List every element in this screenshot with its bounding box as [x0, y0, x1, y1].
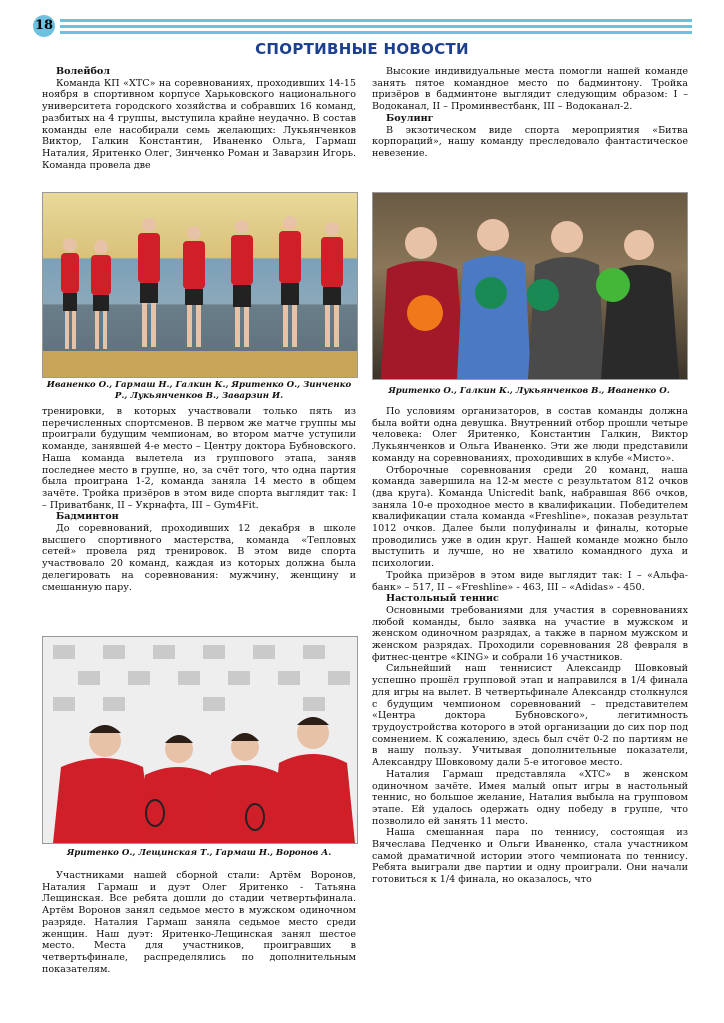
badminton-paragraph: До соревнований, проходивших 12 декабря в школе высшего спортивного мастерства, команда «Тепловых сетей» провела ряд тренировок. В этом виде спорта участвовало 20 команд, каждая из которых должна была делегировать на соревнования: мужчину, женщину и смешанную пару. [42, 523, 356, 593]
bowling-paragraph: По условиям организаторов, в состав команды должна была войти одна девушка. Внутренний отбор прошли четыре человека: Олег Яритенко, Константин Галкин, Виктор Лукьянченков и Ольга Иваненко. Эти же люди представили команду на соревнованиях, проходивших в клубе «Мисто». [372, 406, 688, 464]
bowling-team-photo [372, 192, 688, 380]
header-stripe [60, 25, 692, 28]
badminton-photo-caption: Яритенко О., Лещинская Т., Гармаш Н., Воронов А. [66, 848, 332, 858]
volleyball-paragraph: Команда КП «ХТС» на соревнованиях, проходивших 14-15 ноября в спортивном корпусе Харьковского национального университета городского хозяйства и собравших 16 команд, разбитых на 4 группы, выступила крайне неудачно. В состав команды еле насобирали семь желающих: Лукьянченков Виктор, Галкин Константин, Иваненко Ольга, Гармаш Наталия, Яритенко Олег, Зинченко Роман и Заварзин Игорь. Команда провела две [42, 77, 356, 171]
bowling-paragraph: Отборочные соревнования среди 20 команд, наша команда завершила на 12-м месте с результатом 812 очков (два круга). Команда Unicredit bank, набравшая 866 очков, заняла 10-е проходное место в квалификации. Победителем квалификации стала команда «Freshline», показав результат 1012 очков. Далее были полуфиналы и финалы, которые проводились уже в один круг. Нашей команде можно было выступить и лучше, но не хватило командного духа и психологии. [372, 464, 688, 570]
badminton-team-photo [42, 636, 358, 844]
badminton-continued [42, 870, 356, 975]
right-top-text [372, 66, 688, 160]
bowling-team-figures [373, 193, 687, 379]
badminton-heading: Бадминтон [56, 511, 119, 523]
tennis-paragraph: Сильнейший наш теннисист Александр Шовковый успешно прошёл групповой этап и направился в 1/4 финала для игры на вылет. В четвертьфинале Александр столкнулся с будущим чемпионом соревнований – представителем «Центра доктора Бубновского», легитимность трудоустройства которого в этой организации до сих пор под сомнением. К сожалению, здесь был счёт 0-2 по партиям не в нашу пользу. Учитывая дополнительные показатели, Александру Шовковому дали 5-е итоговое место. [372, 663, 688, 769]
header-stripe [60, 31, 692, 34]
volleyball-continued [42, 406, 356, 593]
page-header [0, 12, 724, 42]
tennis-paragraph: Наша смешанная пара по теннису, состоящая из Вячеслава Педченко и Ольги Иваненко, стала участником самой драматичной истории этого чемпионата по теннису. Ребята выиграли две партии и одну проиграли. Они начали готовиться к 1/4 финала, но оказалось, что [372, 827, 688, 886]
header-stripe [60, 19, 692, 22]
badminton-paragraph: Высокие индивидуальные места помогли нашей команде занять пятое командное место по бадминтону. Тройка призёров в бадминтоне выглядит следующим образом: I – Водоканал, II – Проминвестбанк, III – Водоканал-2. [372, 66, 688, 113]
tennis-paragraph: Основными требованиями для участия в соревнованиях любой команды, было заявка на участие в мужском и женском одиночном разрядах, а также в парном мужском и женском разрядах. Проходили соревнования 28 февраля в фитнес-центре «KING» и собрали 16 участников. [372, 604, 688, 663]
volleyball-team-photo [42, 192, 358, 378]
bowling-paragraph: В экзотическом виде спорта мероприятия «Битва корпораций», нашу команду преследовало фантастическое невезение. [372, 124, 688, 159]
badminton-team-figures [43, 637, 357, 843]
badminton-paragraph: Участниками нашей сборной стали: Артём Воронов, Наталия Гармаш и дуэт Олег Яритенко - Татьяна Лещинская. Все ребята дошли до стадии четвертьфинала. Артём Воронов занял седьмое место в мужском одиночном разряде. Наталия Гармаш заняла седьмое место среди женщин. Наш дуэт: Яритенко-Лещинская занял шестое место. Места для участников, проигравших в четвертьфинале, распределялись по дополнительным показателям. [42, 870, 356, 975]
bowling-photo-caption: Яритенко О., Галкин К., Лукьянченков В., Иваненко О. [388, 386, 670, 396]
volleyball-team-figures [43, 193, 357, 377]
volleyball-paragraph: тренировки, в которых участвовали только пять из перечисленных спортсменов. В первом же матче группы мы проиграли будущим чемпионам, во втором матче уступили команде, занявшей 4-е место – Центру доктора Бубновского. Наша команда вылетела из группового этапа, заняв последнее место в группе, но, за счёт того, что одна партия была проиграна 1-2, команда заняла 14 место в общем зачёте. Тройка призёров в этом виде спорта выглядит так: I – Приватбанк, II – Укрнафта, III – Gym4Fit. [42, 406, 356, 511]
volleyball-heading: Волейбол [56, 66, 111, 77]
page-number: 18 [33, 15, 55, 37]
volleyball-intro [42, 66, 356, 171]
bowling-paragraph: Тройка призёров в этом виде выглядит так: I – «Альфа-банк» – 517, II – «Freshline» - 463, III – «Adidas» - 450. [372, 569, 688, 593]
tennis-heading: Настольный теннис [386, 593, 499, 605]
volleyball-photo-caption: Иваненко О., Гармаш Н., Галкин К., Яритенко О., Зинченко Р., Лукьянченков В., Заварзин И. [46, 380, 352, 401]
section-title: СПОРТИВНЫЕ НОВОСТИ [255, 40, 469, 58]
tennis-paragraph: Наталия Гармаш представляла «ХТС» в женском одиночном зачёте. Имея малый опыт игры в настольный теннис, но большое желание, Наталия выбыла на групповом этапе. Ей удалось одержать одну победу в группе, что позволило ей занять 11 место. [372, 768, 688, 827]
bowling-heading: Боулинг [386, 112, 434, 124]
bowling-and-tennis-text [372, 406, 688, 886]
